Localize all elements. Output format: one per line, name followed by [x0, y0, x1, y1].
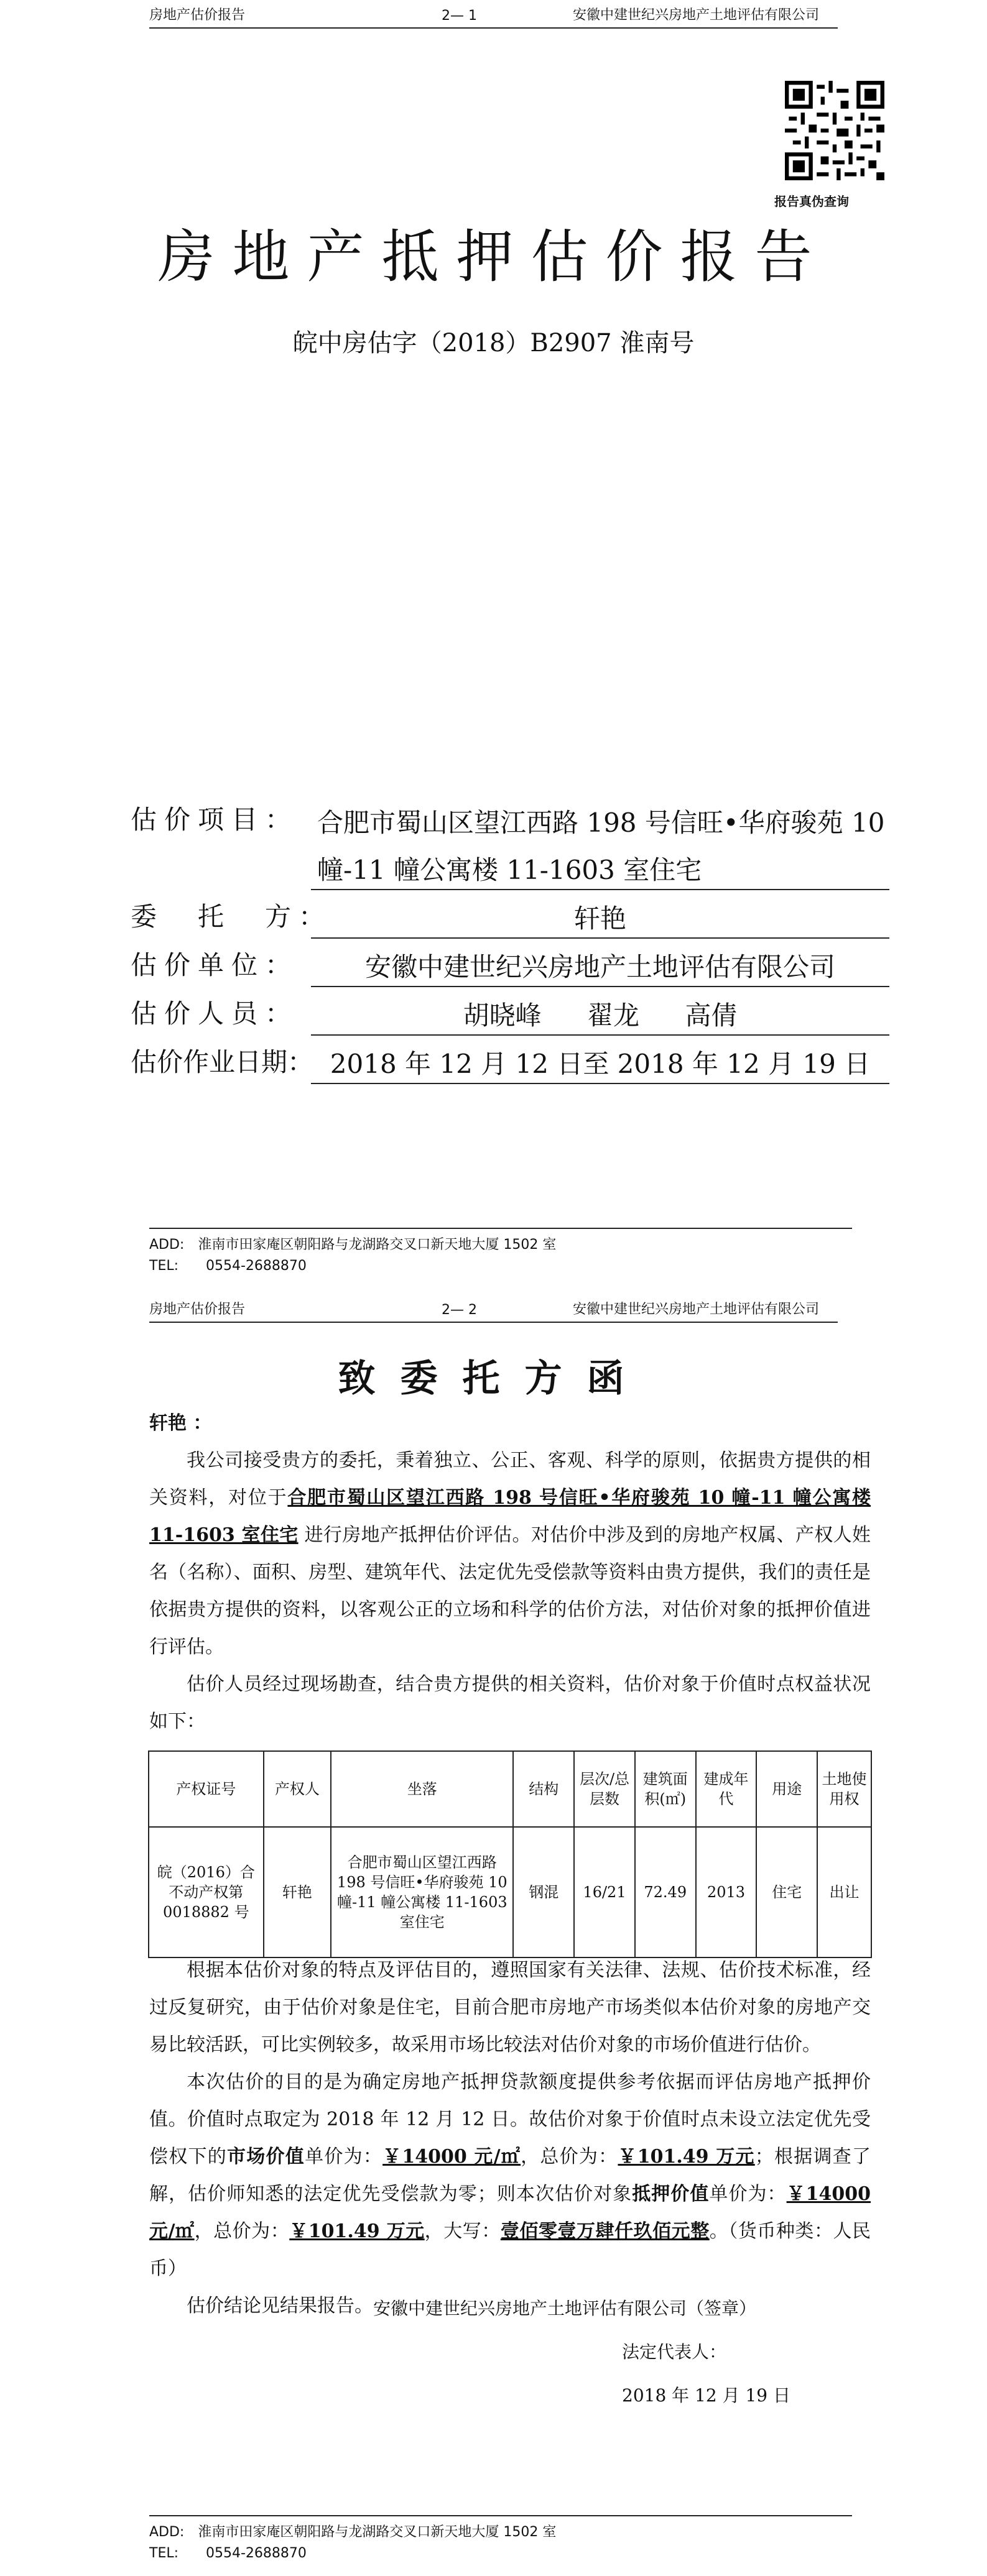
- field-label: 估价项目：: [131, 804, 299, 835]
- field-value: [311, 997, 889, 1036]
- table-cell: 72.49: [635, 1827, 696, 1957]
- table-cell: 2013: [696, 1827, 757, 1957]
- header-company: 安徽中建世纪兴房地产土地评估有限公司: [572, 1302, 819, 1317]
- field-label: 估价人员：: [131, 998, 299, 1029]
- signature-company: 安徽中建世纪兴房地产土地评估有限公司（签章）: [373, 2298, 757, 2319]
- signature-representative: 法定代表人：: [622, 2342, 727, 2362]
- table-header: 土地使用权: [817, 1751, 871, 1827]
- table-header: 结构: [513, 1751, 574, 1827]
- table-header: 坐落: [331, 1751, 513, 1827]
- field-dates: [131, 1044, 889, 1084]
- field-value-cont: 幢-11 幢公寓楼 11-1603 室住宅: [311, 852, 889, 890]
- document-number: 皖中房估字（2018）B2907 淮南号: [292, 329, 695, 357]
- mortgage-total-price: ￥101.49 万元: [289, 2220, 425, 2242]
- field-label: 委 托 方：: [131, 901, 333, 932]
- footer-rule: [149, 1228, 852, 1229]
- market-unit-price: ￥14000 元/㎡: [382, 2146, 521, 2168]
- field-value: 合肥市蜀山区望江西路 198 号信旺•华府骏苑 10: [317, 807, 885, 838]
- appraiser-name: 胡晓峰: [463, 1000, 542, 1031]
- table-cell: 皖（2016）合不动产权第 0018882 号: [149, 1827, 264, 1957]
- header-left: 房地产估价报告: [149, 1302, 246, 1317]
- table-header: 层次/总层数: [574, 1751, 635, 1827]
- salutation: 轩艳 ：: [149, 1412, 212, 1434]
- table-header: 建成年代: [696, 1751, 757, 1827]
- total-in-words: 壹佰零壹万肆仟玖佰元整: [500, 2220, 710, 2242]
- table-cell: 16/21: [574, 1827, 635, 1957]
- table-header: 建筑面积(㎡): [635, 1751, 696, 1827]
- footer-tel: TEL: 0554-2688870: [149, 2546, 307, 2561]
- qr-label: 报告真伪查询: [774, 194, 849, 209]
- appraiser-name: 翟龙: [586, 1000, 639, 1031]
- footer-address: ADD: 淮南市田家庵区朝阳路与龙湖路交叉口新天地大厦 1502 室: [149, 2524, 557, 2540]
- signature-date: 2018 年 12 月 19 日: [622, 2385, 791, 2406]
- table-cell: 出让: [817, 1827, 871, 1957]
- field-value: 安徽中建世纪兴房地产土地评估有限公司: [311, 949, 889, 987]
- market-total-price: ￥101.49 万元: [618, 2146, 755, 2168]
- footer-rule: [149, 2515, 852, 2516]
- letter-body-top: [149, 1405, 871, 1741]
- field-unit: [131, 947, 889, 987]
- header-company: 安徽中建世纪兴房地产土地评估有限公司: [572, 7, 819, 23]
- table-header-row: [149, 1751, 871, 1827]
- field-label: 估价作业日期：: [131, 1047, 314, 1077]
- footer-tel: TEL: 0554-2688870: [149, 1258, 307, 1274]
- table-cell: 住宅: [756, 1827, 817, 1957]
- paragraph-1: 我公司接受贵方的委托，秉着独立、公正、客观、科学的原则，依据贵方提供的相关资料，对位于合肥市蜀山区望江西路 198 号信旺•华府骏苑 10 幢-11 幢公寓楼 11-1603 室住宅 进行房地产抵押估价评估。对估价中涉及到的房地产权属、产权人姓名（名称）、面积、房型、建筑年代、法定优先受偿款等资料由贵方提供，我们的责任是依据贵方提供的资料，以客观公正的立场和科学的估价方法，对估价对象的抵押价值进行评估。: [149, 1450, 871, 1658]
- report-title: 房地产抵押估价报告: [157, 224, 830, 290]
- footer-address: ADD: 淮南市田家庵区朝阳路与龙湖路交叉口新天地大厦 1502 室: [149, 1237, 557, 1253]
- field-project-cont: [131, 850, 889, 890]
- header-left: 房地产估价报告: [149, 7, 246, 23]
- letter-page: [0, 1293, 987, 2576]
- field-label: 估价单位：: [131, 950, 299, 980]
- table-cell: 钢混: [513, 1827, 574, 1957]
- paragraph-3: 根据本估价对象的特点及评估目的，遵照国家有关法律、法规、估价技术标准，经过反复研究，由于估价对象是住宅，目前合肥市房地产市场类似本估价对象的房地产交易比较活跃，可比实例较多，故采用市场比较法对估价对象的市场价值进行估价。: [149, 1959, 871, 2056]
- field-value: 轩艳: [311, 900, 889, 939]
- page-header: [149, 6, 838, 29]
- header-page-number: 2— 1: [442, 8, 477, 24]
- table-header: 用途: [756, 1751, 817, 1827]
- property-address: 合肥市蜀山区望江西路 198 号信旺•华府骏苑 10 幢-11 幢公寓楼 11-1603 室住宅: [149, 1487, 871, 1546]
- table-header: 产权证号: [149, 1751, 264, 1827]
- qr-code-icon[interactable]: [785, 81, 884, 180]
- page-header: [149, 1300, 838, 1323]
- field-value: 2018 年 12 月 12 日至 2018 年 12 月 19 日: [311, 1046, 889, 1084]
- mortgage-value-label: 抵押价值: [632, 2183, 710, 2205]
- field-project: [131, 802, 889, 842]
- appraiser-name: 高倩: [685, 1000, 738, 1031]
- header-page-number: 2— 2: [442, 1302, 477, 1318]
- market-value-label: 市场价值: [227, 2146, 305, 2168]
- table-row: [149, 1827, 871, 1957]
- mortgage-unit-price: ￥14000 元/㎡: [149, 2183, 871, 2242]
- field-client: [131, 899, 889, 939]
- property-table: [148, 1750, 872, 1958]
- paragraph-4: 本次估价的目的是为确定房地产抵押贷款额度提供参考依据而评估房地产抵押价值。价值时点取定为 2018 年 12 月 12 日。故估价对象于价值时点未设立法定优先受偿权下的市场价值单价为：￥14000 元/㎡，总价为：￥101.49 万元；根据调查了解，估价师知悉的法定优先受偿款为零；则本次估价对象抵押价值单价为：￥14000 元/㎡，总价为：￥101.49 万元，大写：壹佰零壹万肆仟玖佰元整。（货币种类：人民币）: [149, 2071, 871, 2279]
- table-header: 产权人: [264, 1751, 331, 1827]
- paragraph-2: 估价人员经过现场勘查，结合贵方提供的相关资料，估价对象于价值时点权益状况如下：: [149, 1673, 871, 1732]
- letter-body-bottom: [149, 1952, 871, 2325]
- table-cell: 合肥市蜀山区望江西路 198 号信旺•华府骏苑 10 幢-11 幢公寓楼 11-1603 室住宅: [331, 1827, 513, 1957]
- letter-title: 致委托方函: [338, 1357, 649, 1401]
- table-cell: 轩艳: [264, 1827, 331, 1957]
- paragraph-5: 估价结论见结果报告。: [187, 2295, 373, 2317]
- field-appraisers: [131, 996, 889, 1036]
